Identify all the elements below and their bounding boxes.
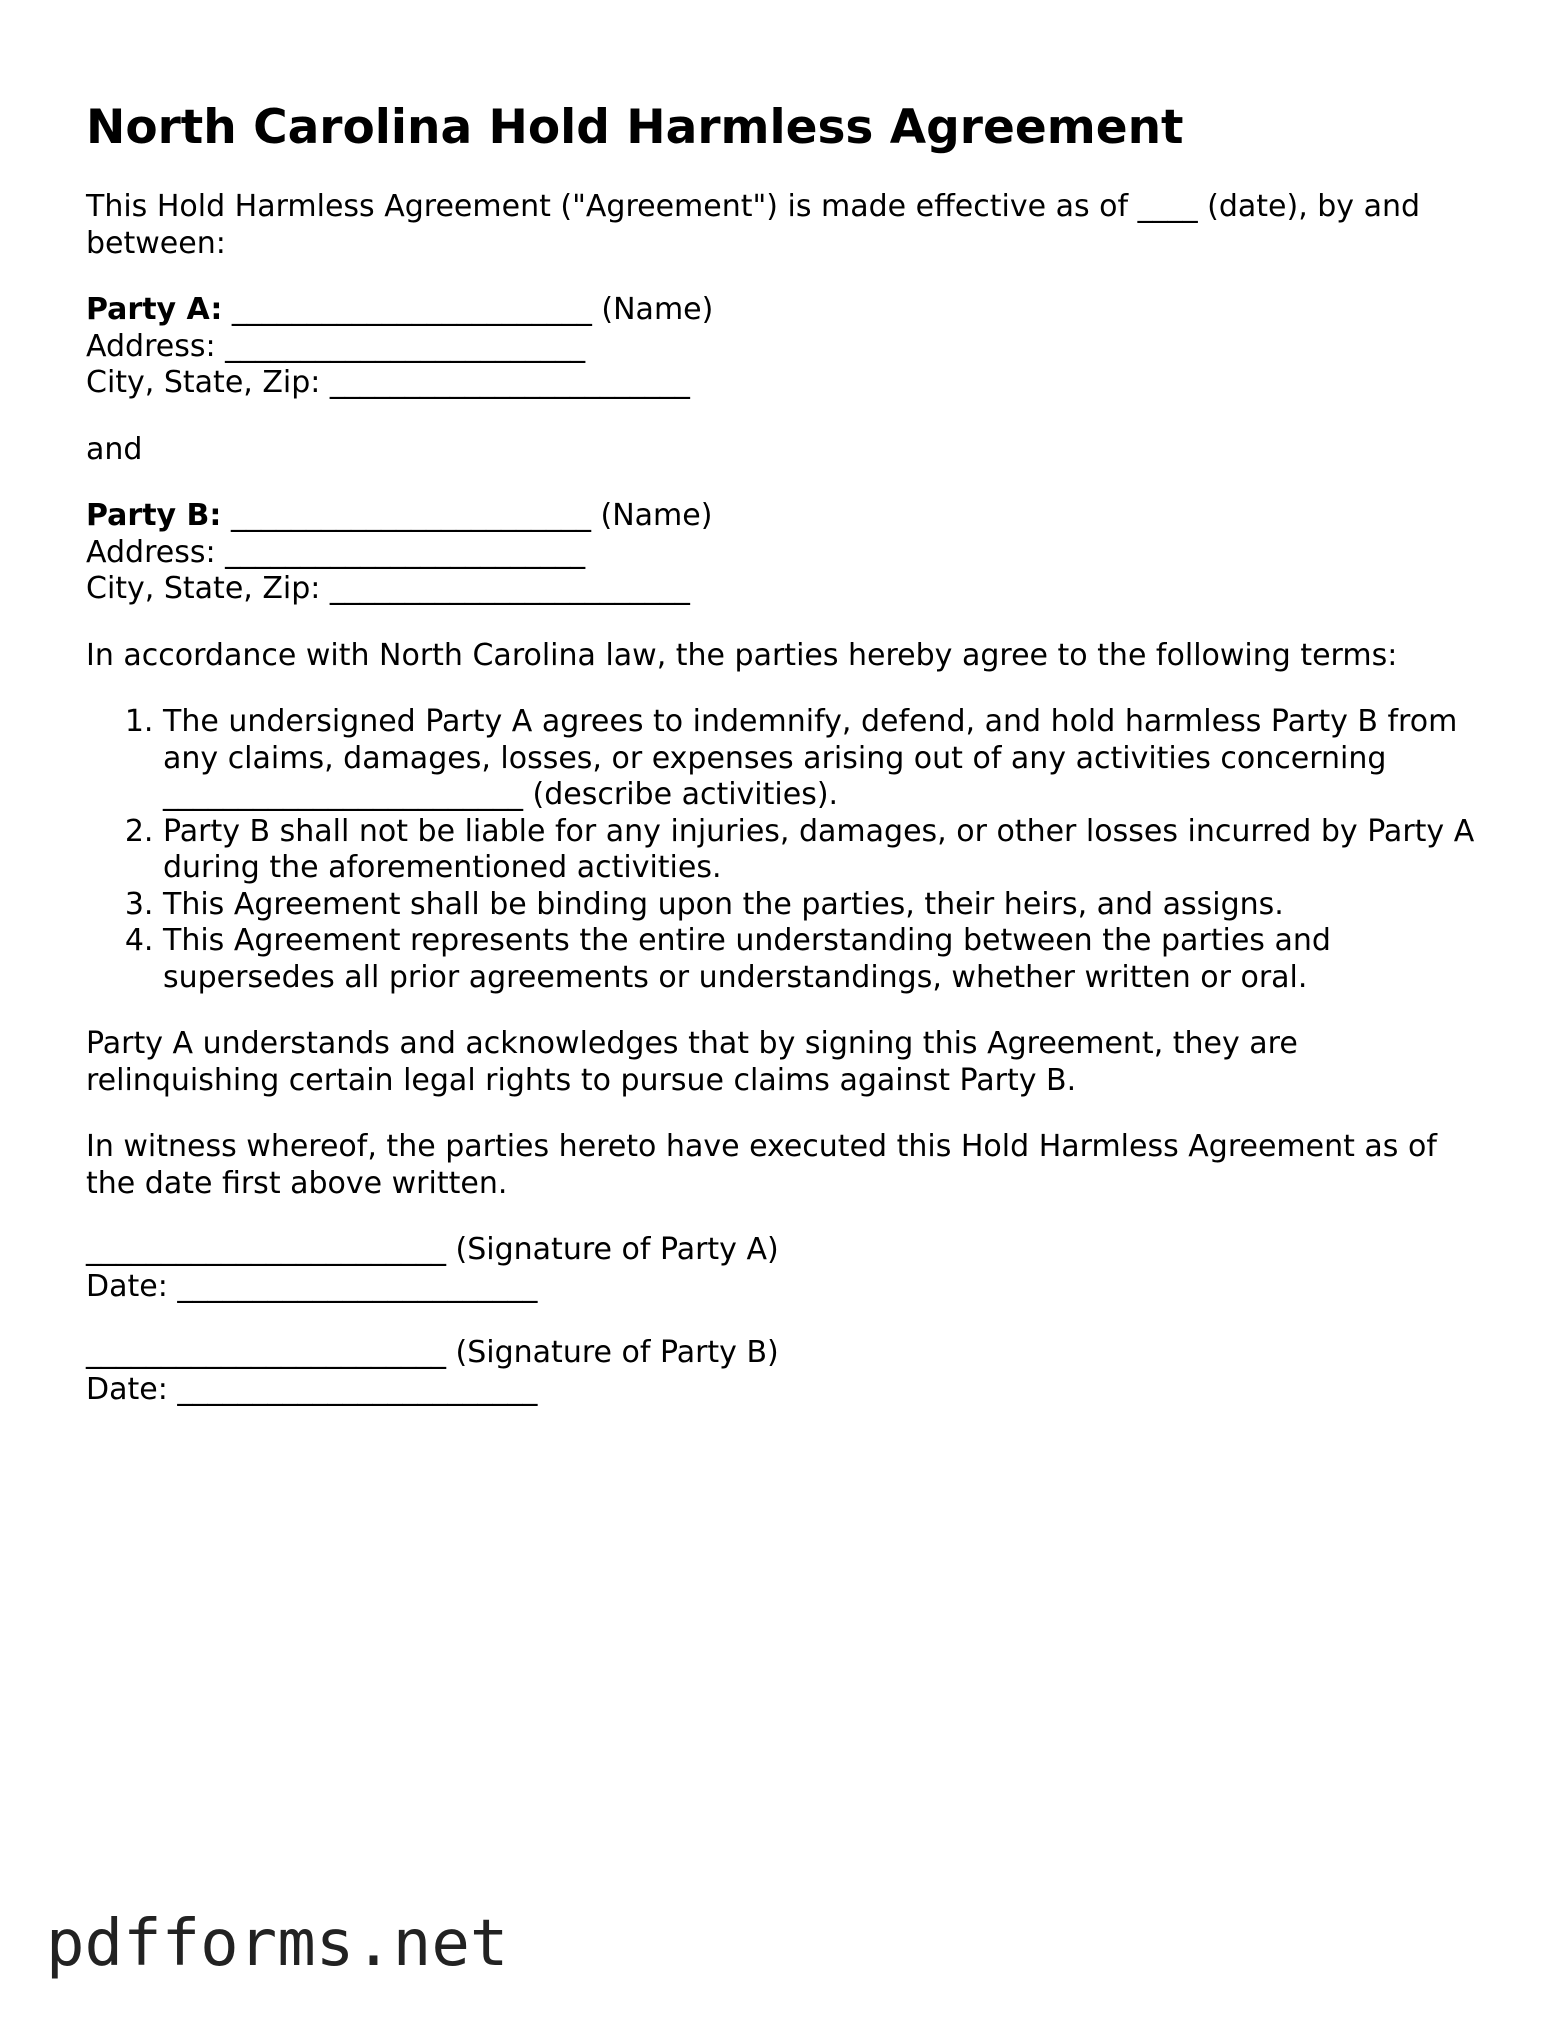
party-b-name-field: ________________________ (Name) bbox=[221, 498, 713, 533]
party-b-address-line: Address: ________________________ bbox=[86, 534, 586, 570]
signature-block-party-b bbox=[86, 1335, 1486, 1408]
document-title: North Carolina Hold Harmless Agreement bbox=[86, 100, 1184, 155]
date-line-party-a: Date: ________________________ bbox=[86, 1268, 538, 1304]
party-a-address-line: Address: ________________________ bbox=[86, 328, 586, 364]
terms-intro: In accordance with North Carolina law, the parties hereby agree to the following terms: bbox=[86, 637, 1398, 673]
party-a-city-state-zip-line: City, State, Zip: ________________________ bbox=[86, 365, 690, 400]
terms-list bbox=[86, 704, 1486, 996]
intro-paragraph: This Hold Harmless Agreement ("Agreement") is made effective as of ____ (date), by and between: bbox=[86, 189, 1421, 261]
term-item: 4. This Agreement represents the entire understanding between the parties and supersedes all prior agreements or understandings, whether written or oral. bbox=[163, 923, 1486, 996]
party-a-label: Party A: bbox=[86, 292, 223, 327]
party-a-name-line bbox=[86, 292, 1486, 329]
signature-block-party-a bbox=[86, 1232, 1486, 1305]
acknowledgement-paragraph: Party A understands and acknowledges that by signing this Agreement, they are relinquishing certain legal rights to pursue claims against Party B. bbox=[86, 1026, 1298, 1098]
date-line-party-b: Date: ________________________ bbox=[86, 1371, 538, 1407]
party-b-name-line bbox=[86, 498, 1486, 535]
footer-watermark: pdfforms.net bbox=[46, 1907, 509, 1981]
party-b-block bbox=[86, 498, 1486, 608]
signature-line-party-a: ________________________ (Signature of Party A) bbox=[86, 1232, 779, 1267]
term-item: 3. This Agreement shall be binding upon the parties, their heirs, and assigns. bbox=[163, 887, 1486, 924]
and-text: and bbox=[86, 431, 143, 467]
document-page bbox=[86, 100, 1486, 1438]
party-b-label: Party B: bbox=[86, 498, 222, 533]
signature-line-party-b: ________________________ (Signature of Party B) bbox=[86, 1335, 779, 1370]
witness-paragraph: In witness whereof, the parties hereto have executed this Hold Harmless Agreement as of the date first above written. bbox=[86, 1129, 1437, 1201]
party-a-name-field: ________________________ (Name) bbox=[222, 292, 714, 327]
term-item: 1. The undersigned Party A agrees to indemnify, defend, and hold harmless Party B from any claims, damages, losses, or expenses arising out of any activities concerning ________________________ (describe activities). bbox=[163, 704, 1486, 814]
party-a-block bbox=[86, 292, 1486, 402]
term-item: 2. Party B shall not be liable for any injuries, damages, or other losses incurred by Party A during the aforementioned activities. bbox=[163, 814, 1486, 887]
party-b-city-state-zip-line: City, State, Zip: ________________________ bbox=[86, 571, 690, 606]
